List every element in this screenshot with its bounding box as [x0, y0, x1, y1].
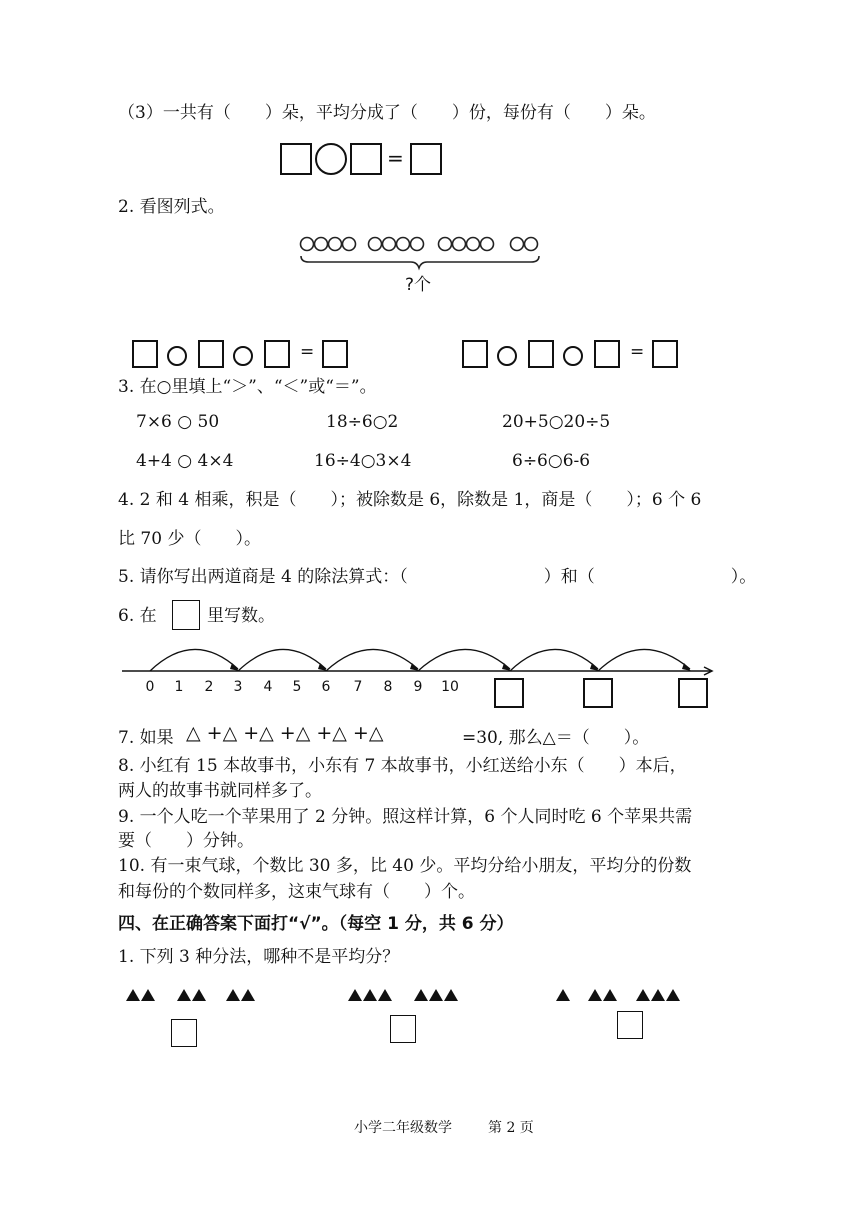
q3-title: 3. 在○里填上“＞”、“＜”或“＝”。: [118, 377, 377, 397]
q7-suffix: =30, 那么△＝（ ）。: [462, 728, 650, 748]
footer-page: 第 2 页: [488, 1120, 534, 1136]
answer-box[interactable]: [528, 340, 554, 368]
answer-box[interactable]: [462, 340, 488, 368]
equals-sign: =: [630, 342, 645, 362]
tick-label: 2: [204, 679, 214, 695]
operator-circle[interactable]: [497, 346, 517, 366]
answer-box[interactable]: [494, 678, 524, 708]
equals-sign: =: [300, 342, 315, 362]
answer-box[interactable]: [198, 340, 224, 368]
brace: [301, 256, 539, 268]
compare-item: 6÷6○6-6: [512, 451, 591, 471]
tick-label: 1: [174, 679, 184, 695]
tick-label: 3: [233, 679, 243, 695]
answer-box[interactable]: [583, 678, 613, 708]
answer-box[interactable]: [350, 143, 382, 175]
answer-box[interactable]: [678, 678, 708, 708]
number-line: [120, 635, 720, 715]
operator-circle[interactable]: [233, 346, 253, 366]
answer-box[interactable]: [617, 1011, 643, 1039]
compare-item: 20+5○20÷5: [502, 412, 611, 432]
q2-title: 2. 看图列式。: [118, 197, 225, 217]
q10-line1: 10. 有一束气球，个数比 30 多，比 40 少。平均分给小朋友，平均分的份数: [118, 856, 692, 876]
q9-line1: 9. 一个人吃一个苹果用了 2 分钟。照这样计算，6 个人同时吃 6 个苹果共需: [118, 807, 693, 827]
apple-group-3: [439, 238, 494, 251]
item-3-sub: （3）一共有（ ）朵，平均分成了（ ）份，每份有（ ）朵。: [118, 103, 656, 123]
jump-arc: [326, 649, 418, 671]
inline-box: [172, 600, 200, 630]
jump-arc: [418, 649, 510, 671]
operator-circle[interactable]: [167, 346, 187, 366]
tick-label: 5: [292, 679, 302, 695]
answer-box[interactable]: [280, 143, 312, 175]
tick-label: 6: [321, 679, 331, 695]
operator-circle[interactable]: [563, 346, 583, 366]
compare-item: 4+4 ○ 4×4: [136, 451, 234, 471]
compare-item: 18÷6○2: [326, 412, 399, 432]
answer-box[interactable]: [132, 340, 158, 368]
s4-q1: 1. 下列 3 种分法，哪种不是平均分？: [118, 947, 400, 967]
answer-box[interactable]: [390, 1015, 416, 1043]
tick-label: 8: [383, 679, 393, 695]
apple-group-4: [511, 238, 538, 251]
footer-subject: 小学二年级数学: [354, 1120, 452, 1136]
operator-circle[interactable]: [315, 143, 347, 175]
q6-suffix: 里写数。: [207, 606, 275, 626]
equals-sign: =: [387, 146, 404, 170]
q2-caption: ?个: [405, 275, 432, 295]
q5: 5. 请你写出两道商是 4 的除法算式：（ ）和（ ）。: [118, 567, 757, 587]
jump-arc: [598, 649, 690, 671]
tick-label: 4: [263, 679, 273, 695]
q8-line2: 两人的故事书就同样多了。: [118, 781, 322, 801]
tick-label: 7: [353, 679, 363, 695]
jump-arc: [150, 649, 238, 671]
answer-box[interactable]: [652, 340, 678, 368]
section4-title: 四、在正确答案下面打“√”。（每空 1 分，共 6 分）: [118, 914, 514, 934]
triangle-sum: △ +△ +△ +△ +△ +△: [186, 722, 384, 744]
apple-group-2: [369, 238, 424, 251]
answer-box[interactable]: [322, 340, 348, 368]
q7-prefix: 7. 如果: [118, 728, 174, 748]
jump-arc: [510, 649, 598, 671]
compare-item: 7×6 ○ 50: [136, 412, 220, 432]
tick-label: 0: [145, 679, 155, 695]
answer-box[interactable]: [171, 1019, 197, 1047]
jump-arc: [238, 649, 326, 671]
q8-line1: 8. 小红有 15 本故事书，小东有 7 本故事书，小红送给小东（ ）本后，: [118, 756, 687, 776]
triangle-groups: [120, 985, 700, 1005]
tick-label: 9: [413, 679, 423, 695]
answer-box[interactable]: [594, 340, 620, 368]
tick-label: 10: [441, 679, 459, 695]
q4-line1: 4. 2 和 4 相乘，积是（ ）；被除数是 6，除数是 1，商是（ ）；6 个 6: [118, 490, 702, 510]
apple-group-1: [301, 238, 356, 251]
answer-box[interactable]: [264, 340, 290, 368]
q10-line2: 和每份的个数同样多，这束气球有（ ）个。: [118, 882, 475, 902]
answer-box[interactable]: [410, 143, 442, 175]
q6-prefix: 6. 在: [118, 606, 157, 626]
q4-line2: 比 70 少（ ）。: [118, 529, 261, 549]
q9-line2: 要（ ）分钟。: [118, 831, 254, 851]
compare-item: 16÷4○3×4: [314, 451, 412, 471]
